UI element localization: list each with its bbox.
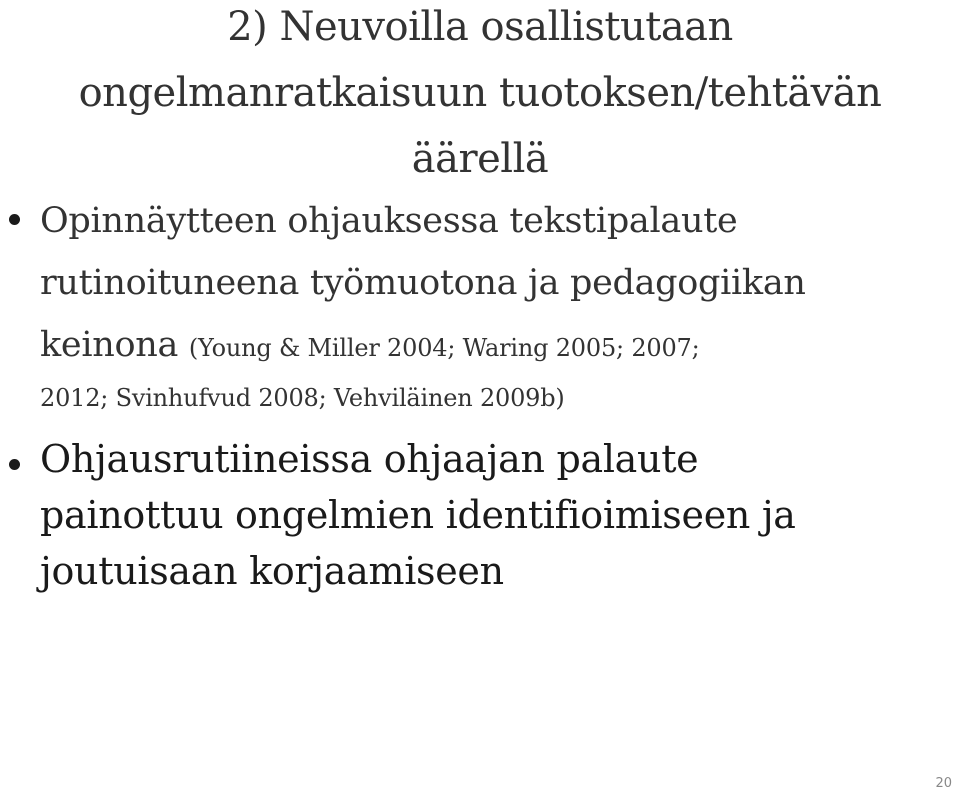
slide-title [0,0,960,192]
citation: (Young & Miller 2004; Waring 2005; 2007; [188,334,700,362]
bullet-line: painottuu ongelmien identifioimiseen ja [40,493,796,537]
bullet-line: keinona [40,325,179,365]
bullet-dot-icon [9,459,20,470]
title-line-3: äärellä [411,136,549,182]
title-line-2: ongelmanratkaisuun tuotoksen/tehtävän [78,70,882,116]
bullet-item [0,190,960,417]
bullet-line: Ohjausrutiineissa ohjaajan palaute [40,437,699,481]
bullet-list [0,190,960,599]
bullet-text [40,190,960,379]
bullet-item [0,431,960,599]
bullet-line: Opinnäytteen ohjauksessa tekstipalaute [40,201,738,241]
bullet-line: joutuisaan korjaamiseen [40,549,504,593]
bullet-line-with-citation [40,314,960,379]
bullet-dot-icon [9,214,20,225]
bullet-line: rutinoituneena työmuotona ja pedagogiikan [40,263,806,303]
citation-continued: 2012; Svinhufvud 2008; Vehviläinen 2009b) [40,384,565,412]
title-line-1: 2) Neuvoilla osallistutaan [227,4,733,50]
bullet-text [40,431,960,599]
page-number: 20 [935,776,952,791]
